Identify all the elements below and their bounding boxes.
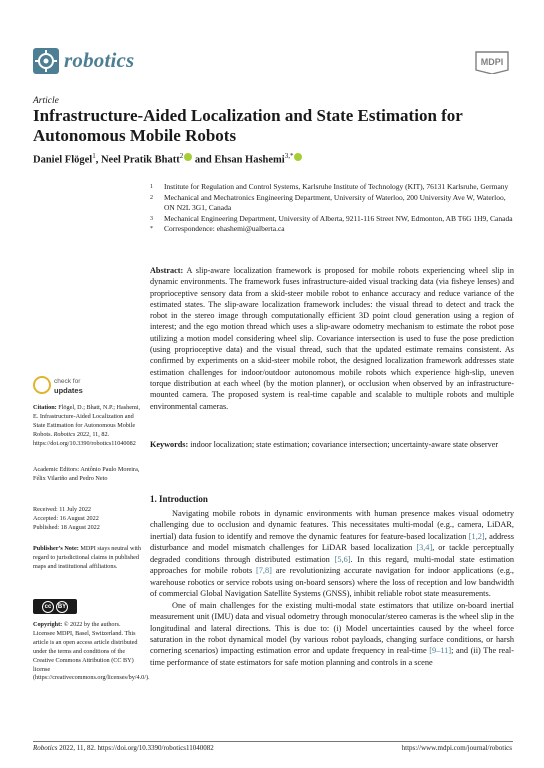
citation-text: Flögel, D.; Bhatt, N.P.; Hashemi, E. Infrastructure-Aided Localization and State Estimation for Autonomous Mobile Robots. bbox=[33, 404, 141, 438]
abstract-label: Abstract: bbox=[150, 266, 184, 275]
affiliation-number: * bbox=[150, 226, 153, 233]
paper-title: Infrastructure-Aided Localization and State Estimation for Autonomous Mobile Robots bbox=[33, 106, 463, 145]
citation-link[interactable]: [3,4] bbox=[416, 543, 433, 553]
author-name: Ehsan Hashemi bbox=[214, 154, 285, 166]
affiliation-number: 1 bbox=[150, 184, 153, 190]
keywords bbox=[150, 439, 514, 450]
author-name: Neel Pratik Bhatt bbox=[100, 154, 180, 166]
citation-journal: Robotics bbox=[53, 430, 76, 438]
orcid-icon[interactable] bbox=[184, 153, 192, 161]
citation-link[interactable]: [9–11] bbox=[429, 646, 452, 656]
author-joiner: and bbox=[192, 154, 215, 166]
published-date: Published: 18 August 2022 bbox=[33, 523, 100, 531]
paragraph-text: Navigating mobile robots in dynamic environments with human presence makes visual odometry challenging due to occlusion and dynamic features. This necessitates multi-modal (e.g., camera, LiDAR, inertial) data fusion to identify and remove the dynamic features for feature-based localization bbox=[150, 509, 514, 541]
mdpi-logo-icon bbox=[472, 50, 512, 74]
copyright-label: Copyright: bbox=[33, 621, 63, 628]
author-list: Daniel Flögel$^1$, Neel Pratik Bhatt$^2$ and Ehsan Hashemi$^{3,*}$ bbox=[33, 152, 513, 166]
mdpi-logo-text: MDPI bbox=[480, 57, 504, 67]
section-heading: 1. Introduction bbox=[150, 494, 208, 504]
paragraph-text: , or tackle perceptually degraded conditions through distributed estimation bbox=[150, 543, 514, 564]
keywords-label: Keywords: bbox=[150, 440, 189, 449]
citation-link[interactable]: [7,8] bbox=[255, 566, 272, 576]
citation-link[interactable]: [5,6] bbox=[334, 554, 351, 564]
paragraph bbox=[150, 600, 514, 669]
affiliation-text: Institute for Regulation and Control Systems, Karlsruhe Institute of Technology (KIT), 76131 Karlsruhe, Germany bbox=[164, 182, 509, 191]
citation-details[interactable]: 2022, 11, 82. https://doi.org/10.3390/robotics11040082 bbox=[33, 430, 136, 447]
correspondence-text: Correspondence: ehashemi@ualberta.ca bbox=[164, 224, 285, 234]
citation-label: Citation: bbox=[33, 404, 57, 411]
affiliation bbox=[150, 182, 515, 193]
academic-editors: Academic Editors: Antônio Paulo Moreira, Félix Vilariño and Pedro Neto bbox=[33, 466, 140, 482]
author-affiliation-mark: 2 bbox=[179, 152, 184, 160]
publishers-note bbox=[33, 545, 141, 572]
affiliation-text: Mechanical Engineering Department, University of Alberta, 9211-116 Street NW, Edmonton, AB T6G 1H9, Canada bbox=[164, 213, 513, 223]
author-affiliation-mark: 3,* bbox=[284, 152, 294, 160]
body-text bbox=[150, 508, 514, 668]
by-icon: BY bbox=[56, 601, 68, 613]
footer-doi[interactable]: 2022, 11, 82. https://doi.org/10.3390/robotics11040082 bbox=[59, 744, 214, 752]
paragraph bbox=[150, 508, 514, 600]
check-updates-line2: updates bbox=[54, 386, 83, 395]
affiliation bbox=[150, 193, 515, 214]
received-date: Received: 11 July 2022 bbox=[33, 506, 92, 513]
check-updates-line1: check for bbox=[54, 378, 81, 385]
journal-name: robotics bbox=[64, 48, 135, 72]
check-updates-icon bbox=[33, 376, 51, 394]
citation-block bbox=[33, 404, 141, 449]
affiliation-number: 2 bbox=[150, 194, 153, 201]
affiliation-text: Mechanical and Mechatronics Engineering Department, University of Waterloo, 200 University Ave W, Waterloo, ON N2L 3G1, Canada bbox=[164, 192, 506, 213]
publication-dates bbox=[33, 506, 141, 533]
article-type: Article bbox=[33, 96, 59, 106]
publishers-note-text: MDPI stays neutral with regard to jurisdictional claims in published maps and institutional affiliations. bbox=[33, 545, 141, 570]
check-for-updates-button[interactable] bbox=[33, 376, 113, 398]
cc-icon: cc bbox=[42, 601, 54, 613]
copyright-block bbox=[33, 621, 150, 683]
paragraph-text: One of main challenges for the existing multi-modal state estimators that utilize on-board inertial measurement unit (IMU) data and visual odometry through monocular/stereo cameras is the wheel slip in the longitudinal and lateral directions. This is due to: (i) Model uncertainties caused by the wheel force saturation in the robot dynamical model (by various robot payloads, changing surface conditions, or harsh cornering scenarios) impacting estimation error and update frequency in real-time bbox=[150, 600, 514, 656]
paragraph-text: , address disturbance and model mismatch challenges for LiDAR based localization bbox=[150, 531, 515, 553]
author-name: Daniel Flögel bbox=[33, 154, 93, 166]
accepted-date: Accepted: 16 August 2022 bbox=[33, 514, 99, 522]
affiliation bbox=[150, 224, 515, 235]
footer-journal: Robotics bbox=[33, 744, 58, 752]
paragraph-text: ; and (ii) The real-time performance of state estimators for safe motion planning and controls in a scene bbox=[150, 646, 514, 667]
keywords-text: indoor localization; state estimation; covariance intersection; uncertainty-aware state observer bbox=[190, 440, 499, 449]
footer-journal-url[interactable]: https://www.mdpi.com/journal/robotics bbox=[401, 744, 512, 752]
affiliation bbox=[150, 214, 515, 225]
copyright-text: © 2022 by the authors. Licensee MDPI, Basel, Switzerland. This article is an open access article distributed under the terms and conditions of the Creative Commons Attribution (CC BY) license (https://creativecommons.org/licenses/by/4.0/). bbox=[33, 621, 150, 682]
footer-divider bbox=[33, 741, 513, 742]
citation-link[interactable]: [1,2] bbox=[468, 531, 485, 541]
paragraph-text: . In this regard, multi-modal state estimation approaches for mobile robots bbox=[150, 554, 514, 576]
paragraph-text: are revolutionizing accurate navigation for indoor applications (e.g., warehouse robotics or service robots using on-board sensors) where the loss of reception and low bandwidth of commercial Global Navigation Satellite Systems (GNSS), inhibit reliable robot state measurements. bbox=[150, 566, 515, 599]
abstract-text: A slip-aware localization framework is proposed for mobile robots experiencing wheel slip in dynamic environments. The framework fuses infrastructure-aided visual tracking data (via fisheye lenses) and proprioceptive sensory data from a skid-steer mobile robot to enhance accuracy and reduce variance of the estimated states. The slip-aware localization framework includes: the visual thread to detect and track the robot in the stereo image through computationally efficient 3D point cloud generation using a region of interest; and the ego motion thread which uses a slip-aware odometry mechanism to estimate the robot pose utilizing a motion model considering wheel slip. Covariance intersection is used to fuse the pose prediction (using proprioceptive data) and the visual thread, such that the updated estimate remains consistent. As confirmed by experiments on a skid-steer mobile robot, the designed localization framework addresses state estimation challenges for indoor/outdoor autonomous mobile robots which experience high-slip, uneven torque distribution at each wheel (by the motion planner), or occlusion when observed by an infrastructure-mounted camera. The proposed system is real-time capable and scalable to multiple robots and multiple environmental cameras. bbox=[150, 266, 514, 411]
cc-by-license-icon[interactable] bbox=[33, 599, 77, 614]
robotics-logo-icon bbox=[33, 48, 59, 74]
publishers-note-label: Publisher’s Note: bbox=[33, 545, 79, 552]
affiliations bbox=[150, 182, 515, 235]
footer-citation bbox=[33, 744, 214, 752]
author-affiliation-mark: 1 bbox=[92, 152, 96, 160]
abstract bbox=[150, 265, 514, 412]
affiliation-number: 3 bbox=[150, 215, 153, 222]
orcid-icon[interactable] bbox=[294, 153, 302, 161]
